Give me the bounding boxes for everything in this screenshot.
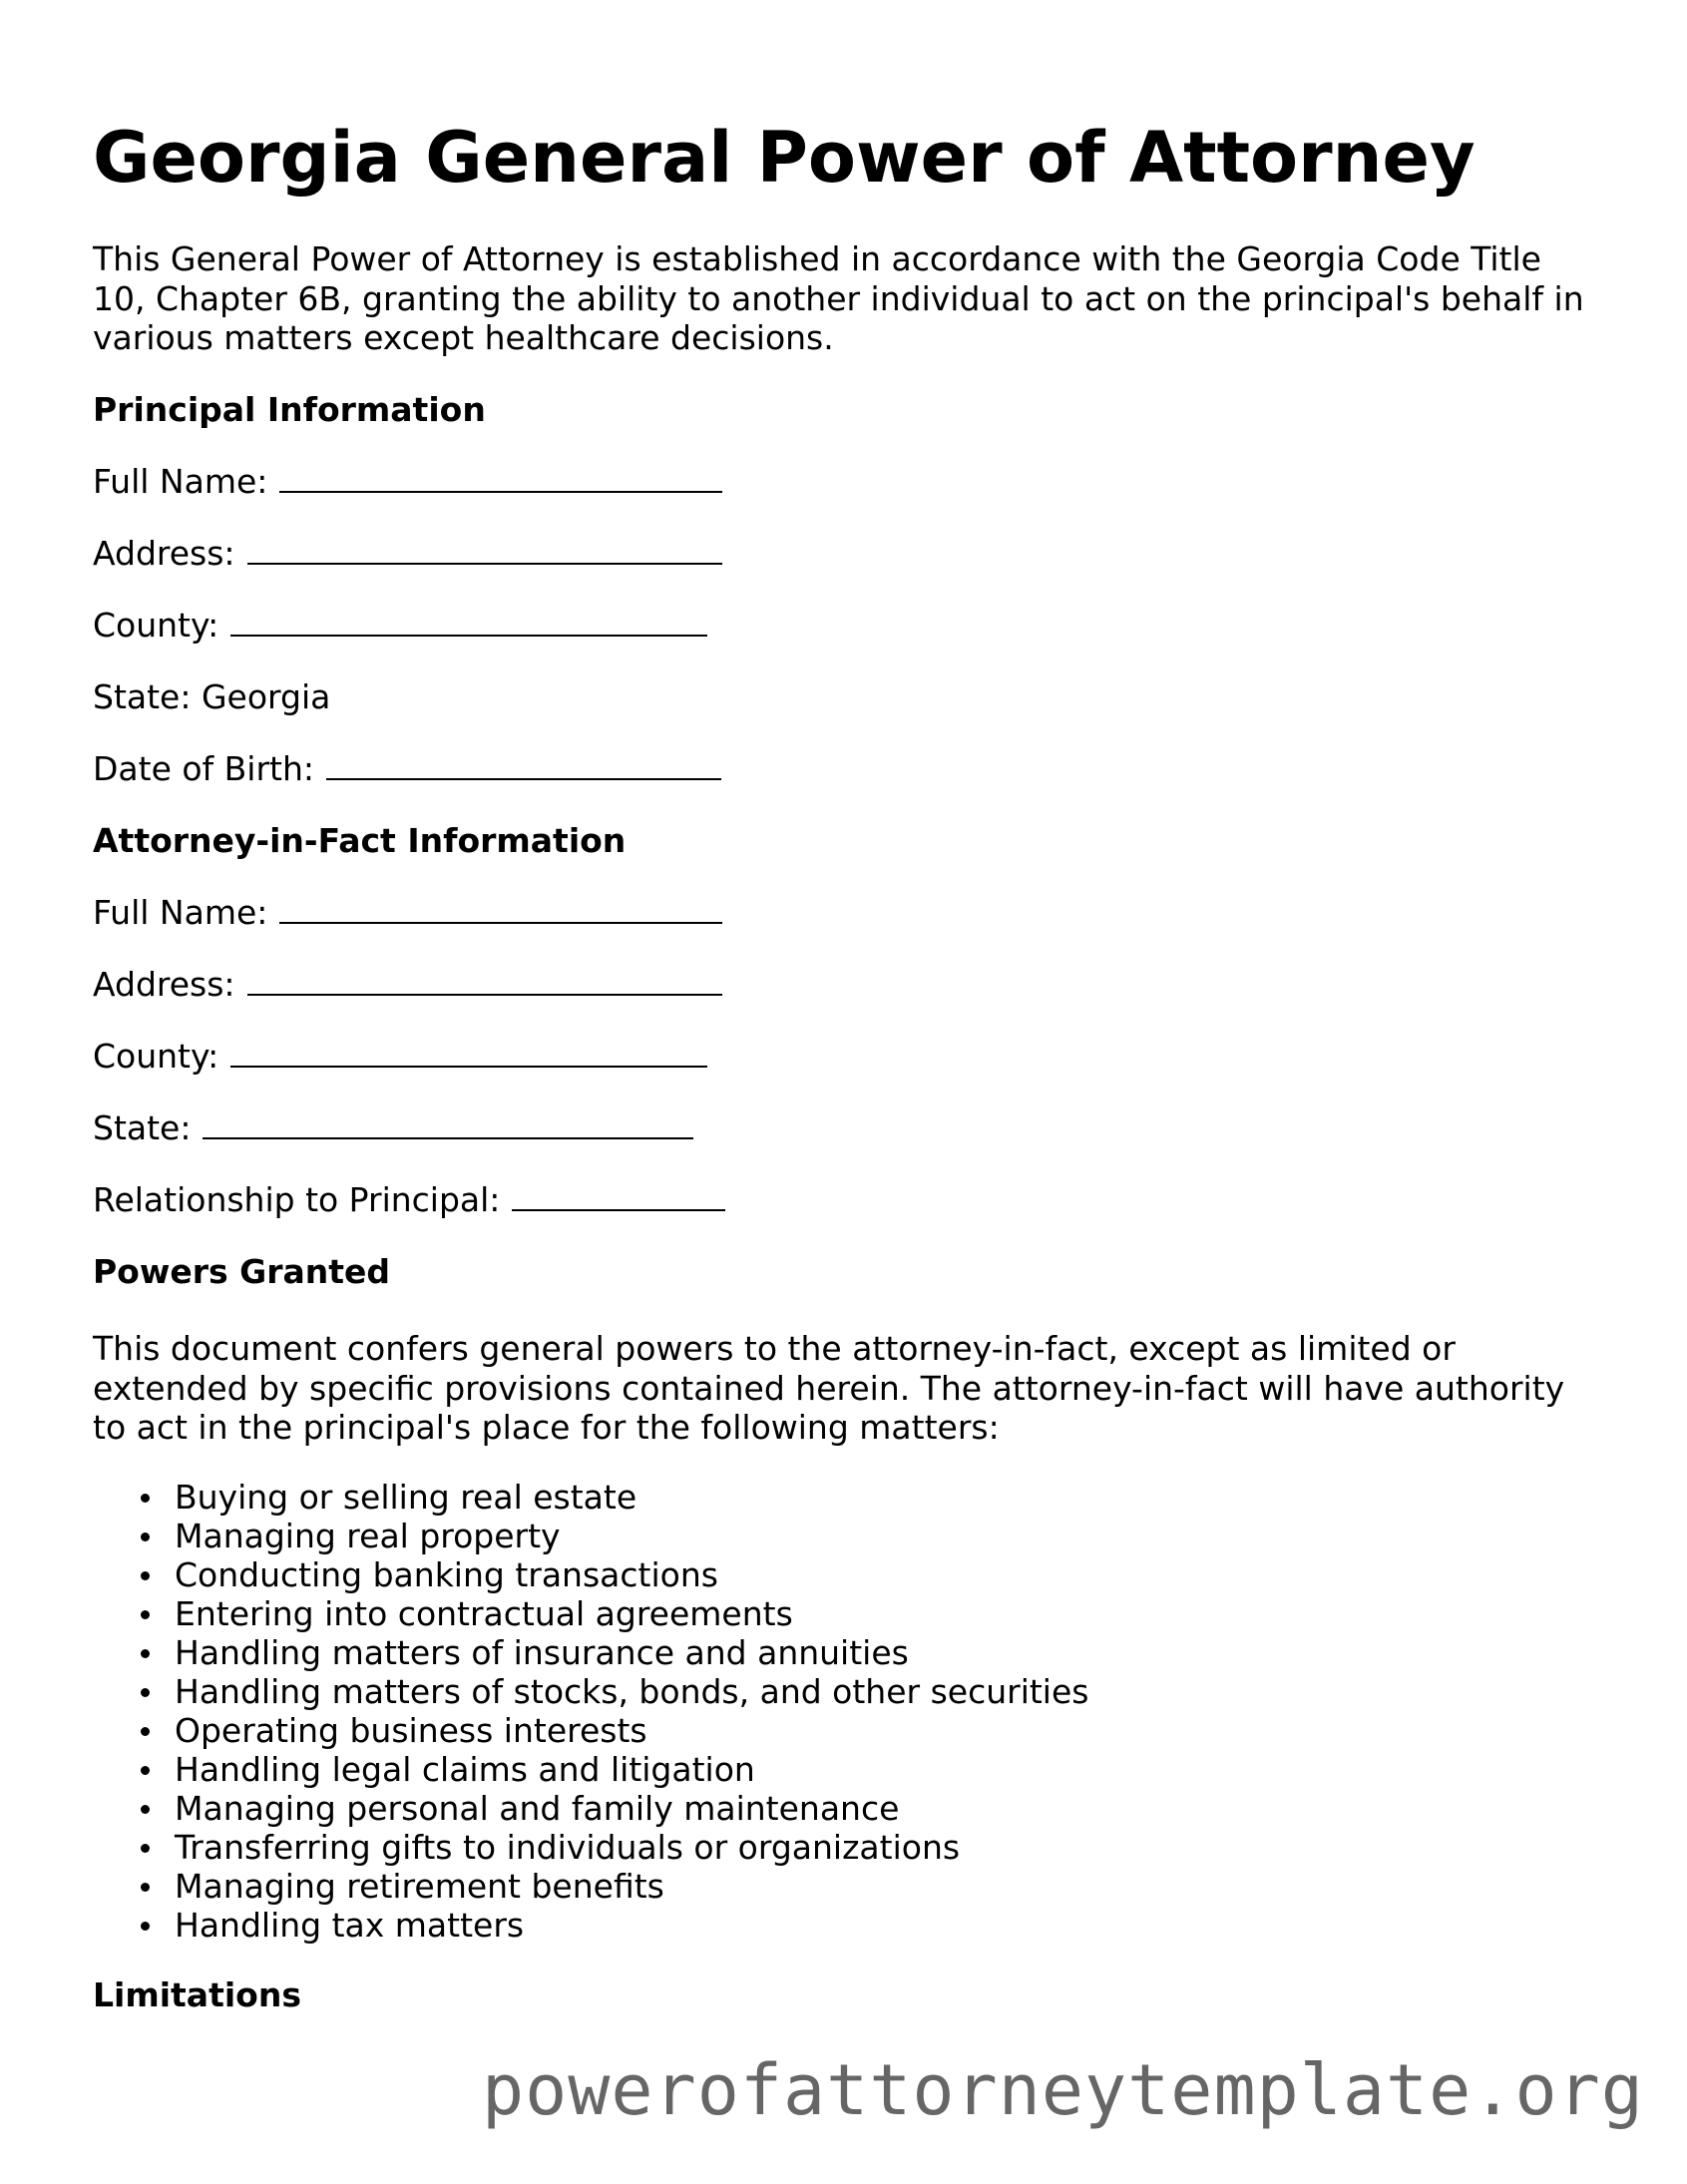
principal-address-field xyxy=(93,534,722,574)
bullet-icon xyxy=(141,1649,150,1658)
bullet-icon xyxy=(141,1883,150,1892)
principal-address-blank xyxy=(247,535,722,565)
power-item xyxy=(93,1711,1088,1750)
power-item xyxy=(93,1789,1088,1828)
bullet-icon xyxy=(141,1571,150,1580)
attorney-relationship-field xyxy=(93,1180,725,1220)
power-item-text: Conducting banking transactions xyxy=(175,1555,718,1594)
bullet-icon xyxy=(141,1844,150,1853)
bullet-icon xyxy=(141,1610,150,1619)
power-item xyxy=(93,1594,1088,1633)
power-item xyxy=(93,1906,1088,1945)
power-item xyxy=(93,1750,1088,1789)
principal-county-blank xyxy=(230,607,707,637)
principal-full-name-blank xyxy=(279,463,722,493)
attorney-full-name-field xyxy=(93,893,722,933)
principal-heading: Principal Information xyxy=(93,390,486,429)
principal-dob-label: Date of Birth: xyxy=(93,749,315,788)
limitations-heading: Limitations xyxy=(93,1975,301,2014)
intro-paragraph: This General Power of Attorney is established in accordance with the Georgia Code Title 10, Chapter 6B, granting the ability to another individual to act on the principal's behalf in various matters except healthcare decisions. xyxy=(93,239,1584,357)
attorney-county-blank xyxy=(230,1038,707,1068)
power-item xyxy=(93,1517,1088,1555)
attorney-full-name-blank xyxy=(279,894,722,924)
principal-county-field xyxy=(93,606,707,646)
power-item-text: Handling tax matters xyxy=(175,1906,525,1945)
power-item-text: Handling matters of insurance and annuities xyxy=(175,1633,909,1672)
power-item-text: Managing retirement benefits xyxy=(175,1867,664,1906)
power-item xyxy=(93,1867,1088,1906)
power-item-text: Entering into contractual agreements xyxy=(175,1594,793,1633)
site-watermark: powerofattorneytemplate.org xyxy=(482,2049,1644,2131)
principal-county-label: County: xyxy=(93,606,219,645)
bullet-icon xyxy=(141,1688,150,1697)
bullet-icon xyxy=(141,1494,150,1503)
attorney-county-label: County: xyxy=(93,1037,219,1076)
attorney-address-field xyxy=(93,965,722,1005)
attorney-state-field xyxy=(93,1108,693,1148)
power-item-text: Handling matters of stocks, bonds, and other securities xyxy=(175,1672,1089,1711)
power-item xyxy=(93,1478,1088,1517)
power-item-text: Handling legal claims and litigation xyxy=(175,1750,755,1789)
bullet-icon xyxy=(141,1805,150,1814)
principal-dob-blank xyxy=(326,750,721,780)
power-item xyxy=(93,1555,1088,1594)
powers-paragraph: This document confers general powers to the attorney-in-fact, except as limited or extended by specific provisions contained herein. The attorney-in-fact will have authority to act in the principal's place for the following matters: xyxy=(93,1329,1565,1447)
bullet-icon xyxy=(141,1922,150,1931)
bullet-icon xyxy=(141,1766,150,1775)
attorney-address-blank xyxy=(247,966,722,996)
attorney-heading: Attorney-in-Fact Information xyxy=(93,821,627,860)
bullet-icon xyxy=(141,1532,150,1541)
power-item-text: Managing personal and family maintenance xyxy=(175,1789,900,1828)
attorney-state-label: State: xyxy=(93,1108,192,1147)
power-item-text: Transferring gifts to individuals or organizations xyxy=(175,1828,961,1867)
power-item-text: Operating business interests xyxy=(175,1711,647,1750)
powers-list xyxy=(93,1478,1088,1945)
attorney-full-name-label: Full Name: xyxy=(93,893,268,932)
power-item xyxy=(93,1672,1088,1711)
principal-address-label: Address: xyxy=(93,534,235,573)
principal-full-name-label: Full Name: xyxy=(93,462,268,501)
power-item-text: Buying or selling real estate xyxy=(175,1478,637,1517)
attorney-state-blank xyxy=(203,1109,693,1139)
power-item xyxy=(93,1828,1088,1867)
attorney-county-field xyxy=(93,1037,707,1077)
attorney-relationship-blank xyxy=(512,1181,725,1211)
attorney-relationship-label: Relationship to Principal: xyxy=(93,1180,501,1219)
bullet-icon xyxy=(141,1727,150,1736)
principal-full-name-field xyxy=(93,462,722,502)
power-item-text: Managing real property xyxy=(175,1517,561,1555)
powers-heading: Powers Granted xyxy=(93,1252,391,1291)
attorney-address-label: Address: xyxy=(93,965,235,1004)
principal-dob-field xyxy=(93,749,721,789)
power-item xyxy=(93,1633,1088,1672)
principal-state-text: State: Georgia xyxy=(93,677,331,716)
document-title: Georgia General Power of Attorney xyxy=(93,117,1476,199)
